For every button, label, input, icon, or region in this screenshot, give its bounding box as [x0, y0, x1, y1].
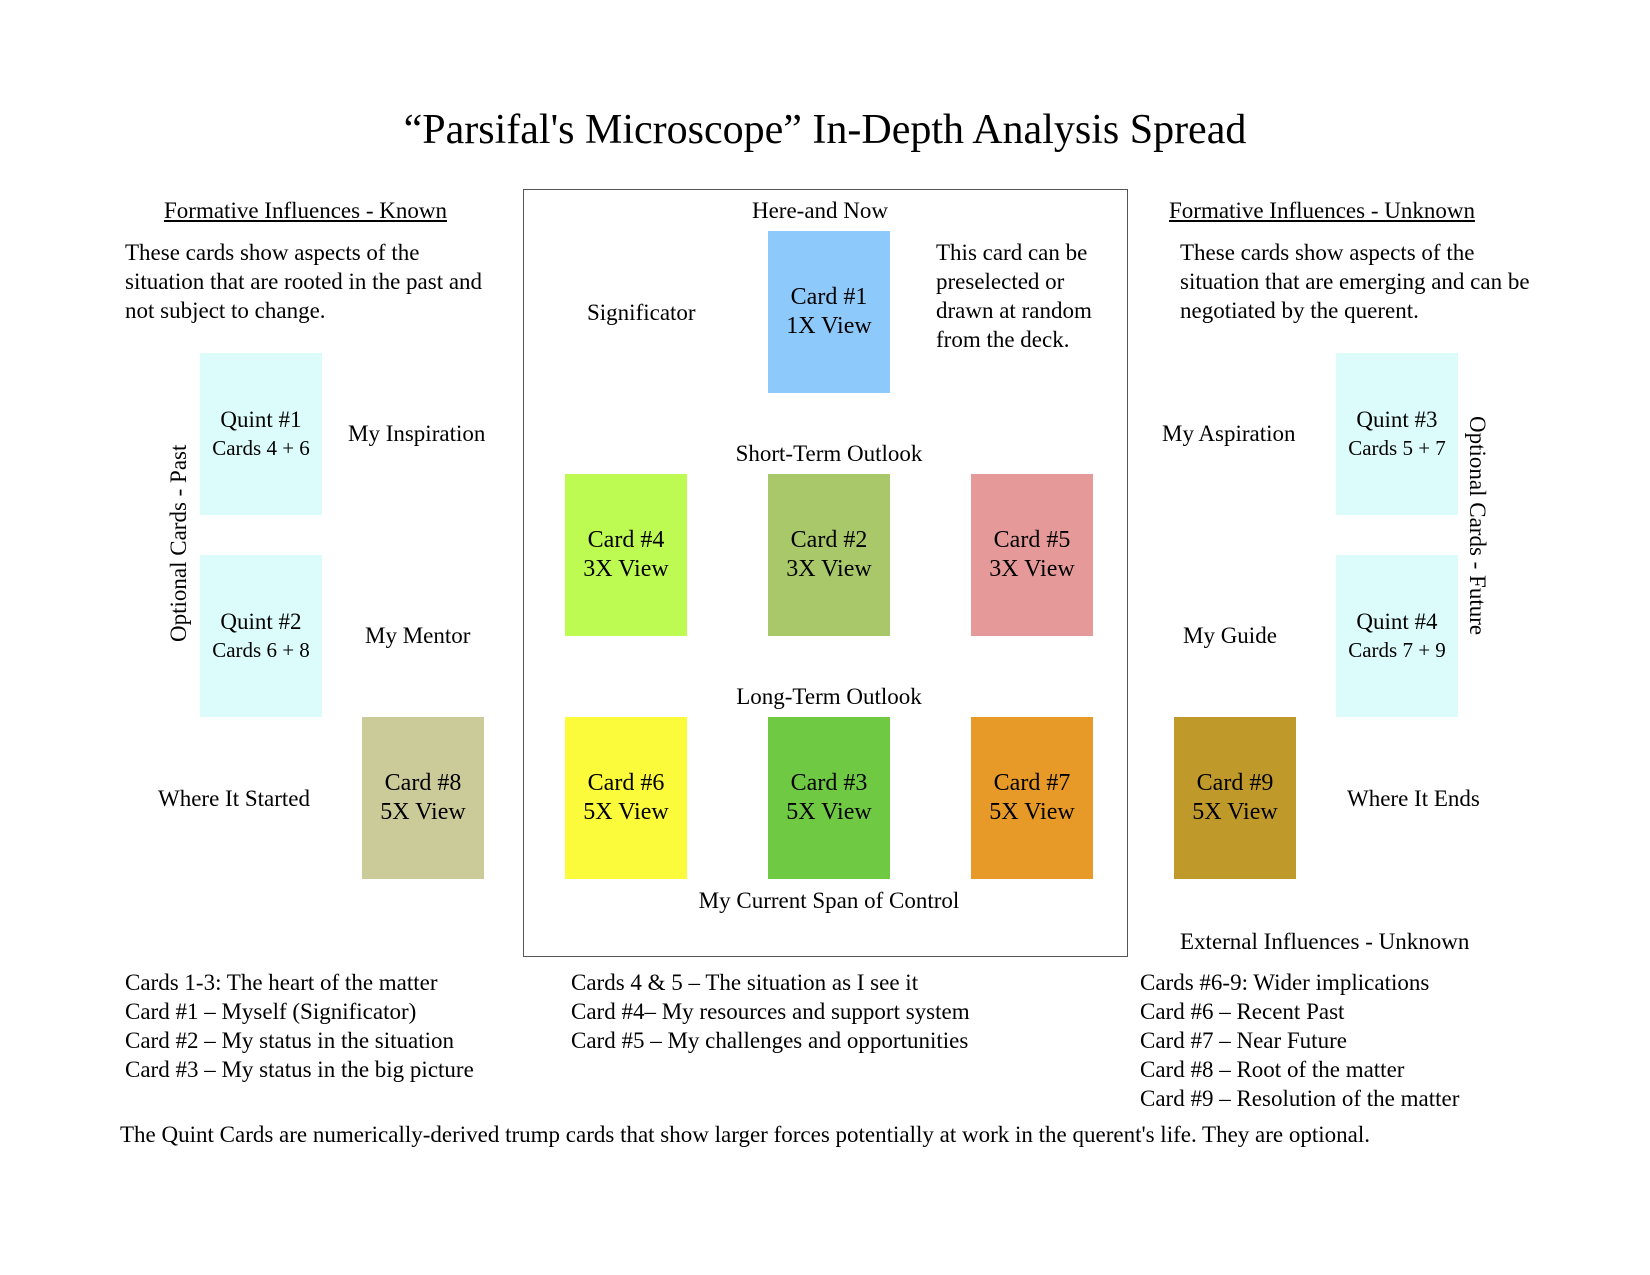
quint-2-card — [200, 555, 322, 717]
quint-4-label: My Guide — [1183, 623, 1277, 648]
card-7 — [971, 717, 1093, 879]
card-8-title: Card #8 — [384, 770, 462, 796]
left-heading: Formative Influences - Known — [164, 198, 447, 223]
page-title: “Parsifal's Microscope” In-Depth Analysis Spread — [403, 107, 1247, 153]
left-vertical-label: Optional Cards - Past — [166, 444, 191, 642]
quint-3-title: Quint #3 — [1356, 407, 1438, 432]
significator-label: Significator — [587, 300, 696, 325]
quint-4-card — [1336, 555, 1458, 717]
quint-4-cards: Cards 7 + 9 — [1348, 638, 1446, 662]
card-2-title: Card #2 — [790, 527, 868, 553]
quint-4-title: Quint #4 — [1356, 609, 1438, 634]
card-9-title: Card #9 — [1196, 770, 1274, 796]
card-2-view: 3X View — [786, 556, 872, 582]
quint-2-label: My Mentor — [365, 623, 471, 648]
legend-item: Card #3 – My status in the big picture — [125, 1057, 474, 1082]
card-3-view: 5X View — [786, 799, 872, 825]
quint-1-card — [200, 353, 322, 515]
card-7-view: 5X View — [989, 799, 1075, 825]
span-of-control-label: My Current Span of Control — [698, 888, 960, 913]
card-9-label: Where It Ends — [1347, 786, 1480, 811]
long-term-label: Long-Term Outlook — [736, 684, 922, 709]
here-now-label: Here-and Now — [751, 198, 889, 223]
quint-1-label: My Inspiration — [348, 421, 486, 446]
card-3 — [768, 717, 890, 879]
card-6-title: Card #6 — [587, 770, 665, 796]
legend-item: Card #7 – Near Future — [1140, 1028, 1347, 1053]
card-2 — [768, 474, 890, 636]
quint-3-card — [1336, 353, 1458, 515]
card-1 — [768, 231, 890, 393]
legend-column-1 — [125, 968, 474, 1084]
card-9 — [1174, 717, 1296, 879]
quint-3-cards: Cards 5 + 7 — [1348, 436, 1446, 460]
card-8-view: 5X View — [380, 799, 466, 825]
legend-item: Card #8 – Root of the matter — [1140, 1057, 1405, 1082]
card-1-view: 1X View — [786, 313, 872, 339]
card-5-title: Card #5 — [993, 527, 1071, 553]
card-1-note: This card can be preselected or drawn at random from the deck. — [936, 240, 1092, 352]
legend-item: Cards 1-3: The heart of the matter — [125, 970, 438, 995]
quint-2-cards: Cards 6 + 8 — [212, 638, 310, 662]
card-3-title: Card #3 — [790, 770, 868, 796]
legend-column-3 — [1140, 968, 1459, 1113]
quint-1-title: Quint #1 — [220, 407, 302, 432]
card-4 — [565, 474, 687, 636]
card-7-title: Card #7 — [993, 770, 1071, 796]
card-4-title: Card #4 — [587, 527, 665, 553]
legend-item: Cards 4 & 5 – The situation as I see it — [571, 970, 919, 995]
card-6-view: 5X View — [583, 799, 669, 825]
legend-item: Card #5 – My challenges and opportunities — [571, 1028, 969, 1053]
right-heading: Formative Influences - Unknown — [1169, 198, 1475, 223]
card-4-view: 3X View — [583, 556, 669, 582]
quint-2-title: Quint #2 — [220, 609, 302, 634]
short-term-label: Short-Term Outlook — [735, 441, 923, 466]
quint-1-cards: Cards 4 + 6 — [212, 436, 310, 460]
legend-item: Cards #6-9: Wider implications — [1140, 970, 1430, 995]
card-5 — [971, 474, 1093, 636]
card-9-view: 5X View — [1192, 799, 1278, 825]
external-influences-label: External Influences - Unknown — [1180, 929, 1470, 954]
legend-item: Card #4– My resources and support system — [571, 999, 970, 1024]
legend-item: Card #6 – Recent Past — [1140, 999, 1345, 1024]
right-vertical-label: Optional Cards - Future — [1465, 416, 1490, 636]
card-8-label: Where It Started — [158, 786, 310, 811]
footer-note: The Quint Cards are numerically-derived trump cards that show larger forces potentially at work in the querent's life. They are optional. — [120, 1122, 1370, 1147]
card-5-view: 3X View — [989, 556, 1075, 582]
legend-item: Card #9 – Resolution of the matter — [1140, 1086, 1460, 1111]
legend-item: Card #1 – Myself (Significator) — [125, 999, 417, 1024]
legend-item: Card #2 – My status in the situation — [125, 1028, 455, 1053]
right-description: These cards show aspects of the situation that are emerging and can be negotiated by the querent. — [1180, 240, 1530, 323]
legend-column-2 — [571, 968, 970, 1055]
card-8 — [362, 717, 484, 879]
card-1-title: Card #1 — [790, 284, 868, 310]
card-6 — [565, 717, 687, 879]
quint-3-label: My Aspiration — [1162, 421, 1296, 446]
left-description: These cards show aspects of the situation that are rooted in the past and not subject to change. — [125, 240, 483, 323]
